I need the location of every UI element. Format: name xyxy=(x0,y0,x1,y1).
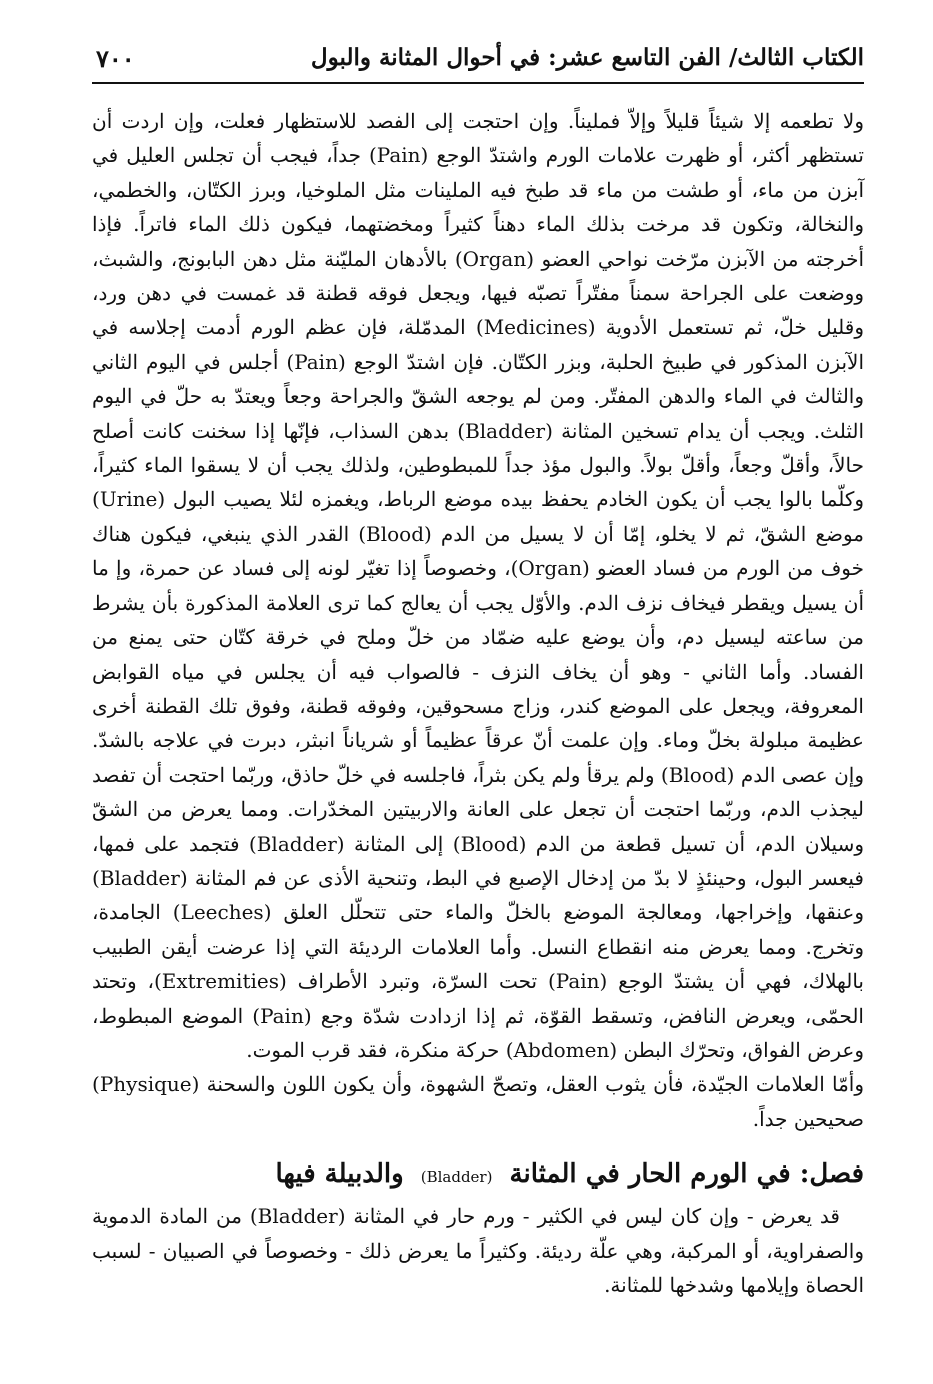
paragraph-treatment: ولا تطعمه إلا شيئاً قليلاً وإلاّ فمليناً. وإن احتجت إلى الفصد للاستظهار فعلت، وإن اردت أن تستظهر أكثر، أو ظهرت علامات الورم واشتدّ الوجع (Pain) جداً، فيجب أن تجلس العليل في آبزن من ماء، أو طشت من ماء قد طبخ فيه الملينات مثل الملوخيا، وبرز الكتّان، والخطمي، والنخالة، وتكون قد مرخت بذلك الماء دهناً كثيراً ومخضتهما، فيكون ذلك الماء فاتراً. فإذا أخرجته من الآبزن مرّخت نواحي العضو (Organ) بالأدهان المليّنة مثل دهن البابونج، والشبث، ووضعت على الجراحة سمناً مفتّراً تصبّه فيها، ويجعل فوقه قطنة قد غمست في دهن ورد، وقليل خلّ، ثم تستعمل الأدوية (Medicines) المدمّلة، فإن عظم الورم أدمت إجلاسه في الآبزن المذكور في طبيخ الحلبة، وبزر الكتّان. فإن اشتدّ الوجع (Pain) أجلس في اليوم الثاني والثالث في الماء والدهن المفتّر. ومن لم يوجعه الشقّ والجراحة وجعاً ويعتدّ به حلّ في اليوم الثلث. ويجب أن يدام تسخين المثانة (Bladder) بدهن السذاب، فإنّها إذا سخنت كانت أصلح حالاً، وأقلّ وجعاً، وأقلّ بولاً. والبول مؤذ جداً للمبطوطين، ولذلك يجب أن لا يسقوا الماء كثيراً، وكلّما بالوا يجب أن يكون الخادم يحفظ بيده موضع الرباط، ويغمزه لئلا يصيب البول (Urine) موضع الشقّ، ثم لا يخلو، إمّا أن لا يسيل من الدم (Blood) القدر الذي ينبغي، فيكون هناك خوف من الورم من فساد العضو (Organ)، وخصوصاً إذا تغيّر لونه إلى فساد عن حمرة، وإ ما أن يسيل ويقطر فيخاف نزف الدم. والأوّل يجب أن يعالج كما ترى العلامة المذكورة بأن يشرط من ساعته ليسيل دم، وأن يوضع عليه ضمّاد من خلّ وملح في خرقة كتّان حتى يمنع من الفساد. وأما الثاني - وهو أن يخاف النزف - فالصواب فيه أن يجلس في مياه القوابض المعروفة، ويجعل على الموضع كندر، وزاج مسحوقين، وفوقه قطنة، وفوق تلك القطنة أخرى عظيمة مبلولة بخلّ وماء. وإن علمت أنّ عرقاً عظيماً أو شرياناً انبثر، دبرت في علاجه بالشدّ. وإن عصى الدم (Blood) ولم يرقأ ولم يكن بثراً، فاجلسه في خلّ حاذق، وربّما احتجت أن تفصد ليجذب الدم، وربّما احتجت أن تجعل على العانة والاربيتين المخدّرات. ومما يعرض من الشقّ وسيلان الدم، أن تسيل قطعة من الدم (Blood) إلى المثانة (Bladder) فتجمد على فمها، فيعسر البول، وحينئذٍ لا بدّ من إدخال الإصبع في البط، وتنحية الأذى عن فم المثانة (Bladder) وعنقها، وإخراجها، ومعالجة الموضع بالخلّ والماء حتى تتحلّل العلق (Leeches) الجامدة، وتخرج. ومما يعرض منه انقطاع النسل. وأما العلامات الرديئة التي إذا عرضت أيقن الطبيب بالهلاك، فهي أن يشتدّ الوجع (Pain) تحت السرّة، وتبرد الأطراف (Extremities)، وتحتد الحمّى، ويعرض النافض، وتسقط القوّة، ثم إذا ازدادت شدّة وجع (Pain) الموضع المبطوط، وعرض الفواق، وتحرّك البطن (Abdomen) حركة منكرة، فقد قرب الموت. xyxy=(92,109,865,1062)
section-heading-term: (Bladder) xyxy=(420,1168,493,1187)
book-page xyxy=(92,36,864,1366)
main-text xyxy=(92,104,864,1136)
section-heading-prefix: فصل: في الورم الحار في المثانة xyxy=(509,1159,864,1190)
section-heading xyxy=(92,1154,864,1197)
section-text xyxy=(92,1199,864,1302)
section-heading-suffix: والدبيلة فيها xyxy=(275,1159,404,1190)
section-paragraph: قد يعرض - وإن كان ليس في الكثير - ورم حار في المثانة (Bladder) من المادة الدموية والصفراوية، أو المركبة، وهي علّة رديئة. وكثيراً ما يعرض ذلك - وخصوصاً في الصبيان - لسبب الحصاة وإيلامها وشدخها للمثانة. xyxy=(92,1204,864,1297)
paragraph-good-signs: وأمّا العلامات الجيّدة، فأن يثوب العقل، وتصحّ الشهوة، وأن يكون اللون والسحنة (Physique) صحيحين جداً. xyxy=(92,1072,864,1131)
page-number: ٧٠٠ xyxy=(96,44,135,73)
running-header xyxy=(92,36,864,84)
running-head-title: الكتاب الثالث/ الفن التاسع عشر: في أحوال المثانة والبول xyxy=(310,44,864,71)
